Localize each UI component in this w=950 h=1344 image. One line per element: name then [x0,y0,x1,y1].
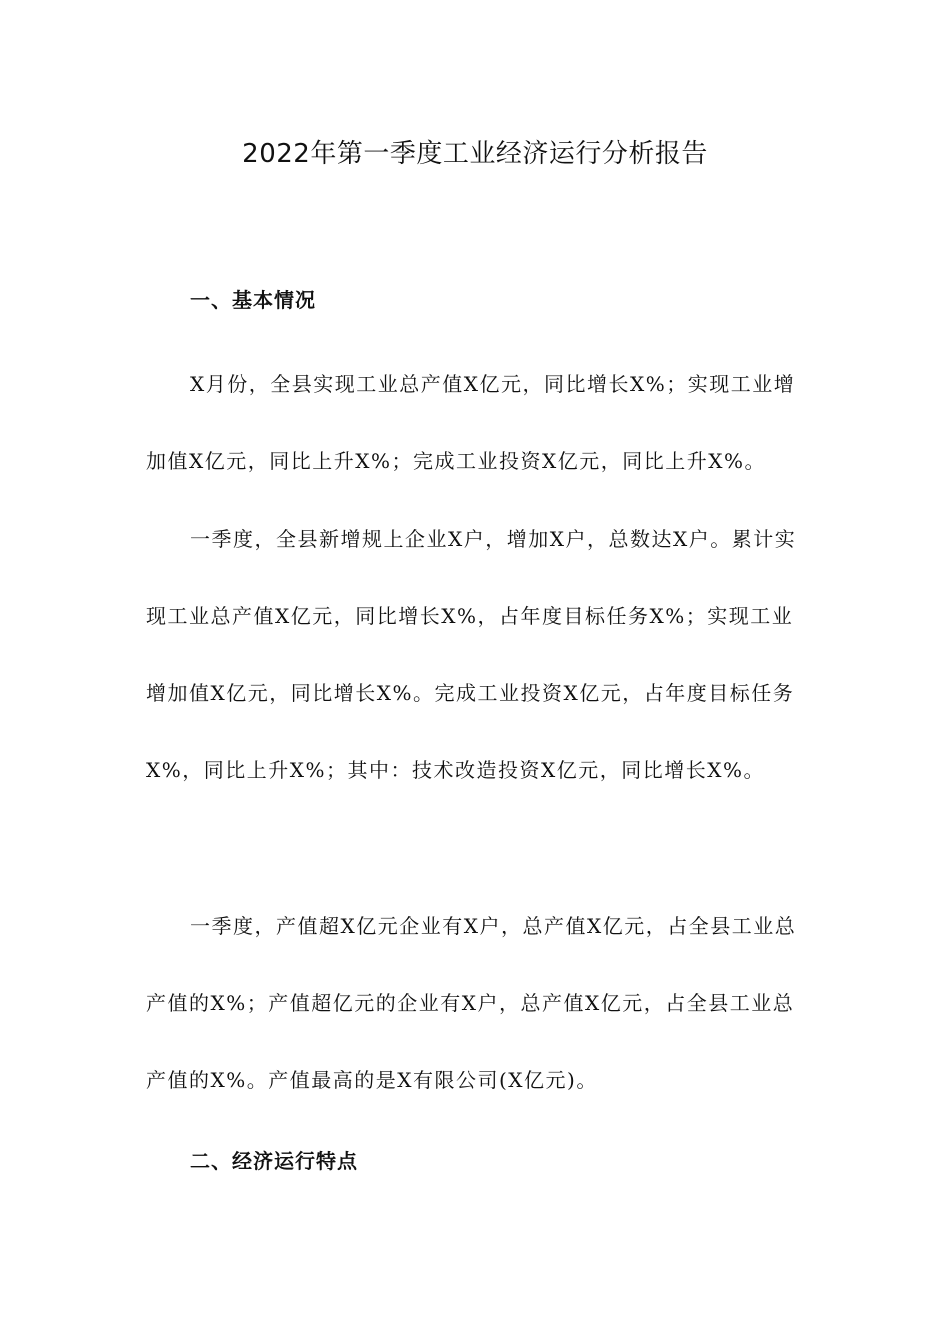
paragraph-quarterly-summary: 一季度，全县新增规上企业X户，增加X户，总数达X户。累计实现工业总产值X亿元，同比增长X%，占年度目标任务X%；实现工业增加值X亿元，同比增长X%。完成工业投资X亿元，占年度目标任务X%，同比上升X%；其中：技术改造投资X亿元，同比增长X%。 [146,527,797,782]
paragraph-enterprise-output: 一季度，产值超X亿元企业有X户，总产值X亿元，占全县工业总产值的X%；产值超亿元的企业有X户，总产值X亿元，占全县工业总产值的X%。产值最高的是X有限公司(X亿元)。 [146,914,797,1092]
section-heading-economic-features: 二、经济运行特点 [190,1149,358,1173]
paragraph-monthly-summary: X月份，全县实现工业总产值X亿元，同比增长X%；实现工业增加值X亿元，同比上升X%；完成工业投资X亿元，同比上升X%。 [146,372,796,473]
document-title: 2022年第一季度工业经济运行分析报告 [242,139,708,169]
section-heading-basic-situation: 一、基本情况 [190,288,316,312]
